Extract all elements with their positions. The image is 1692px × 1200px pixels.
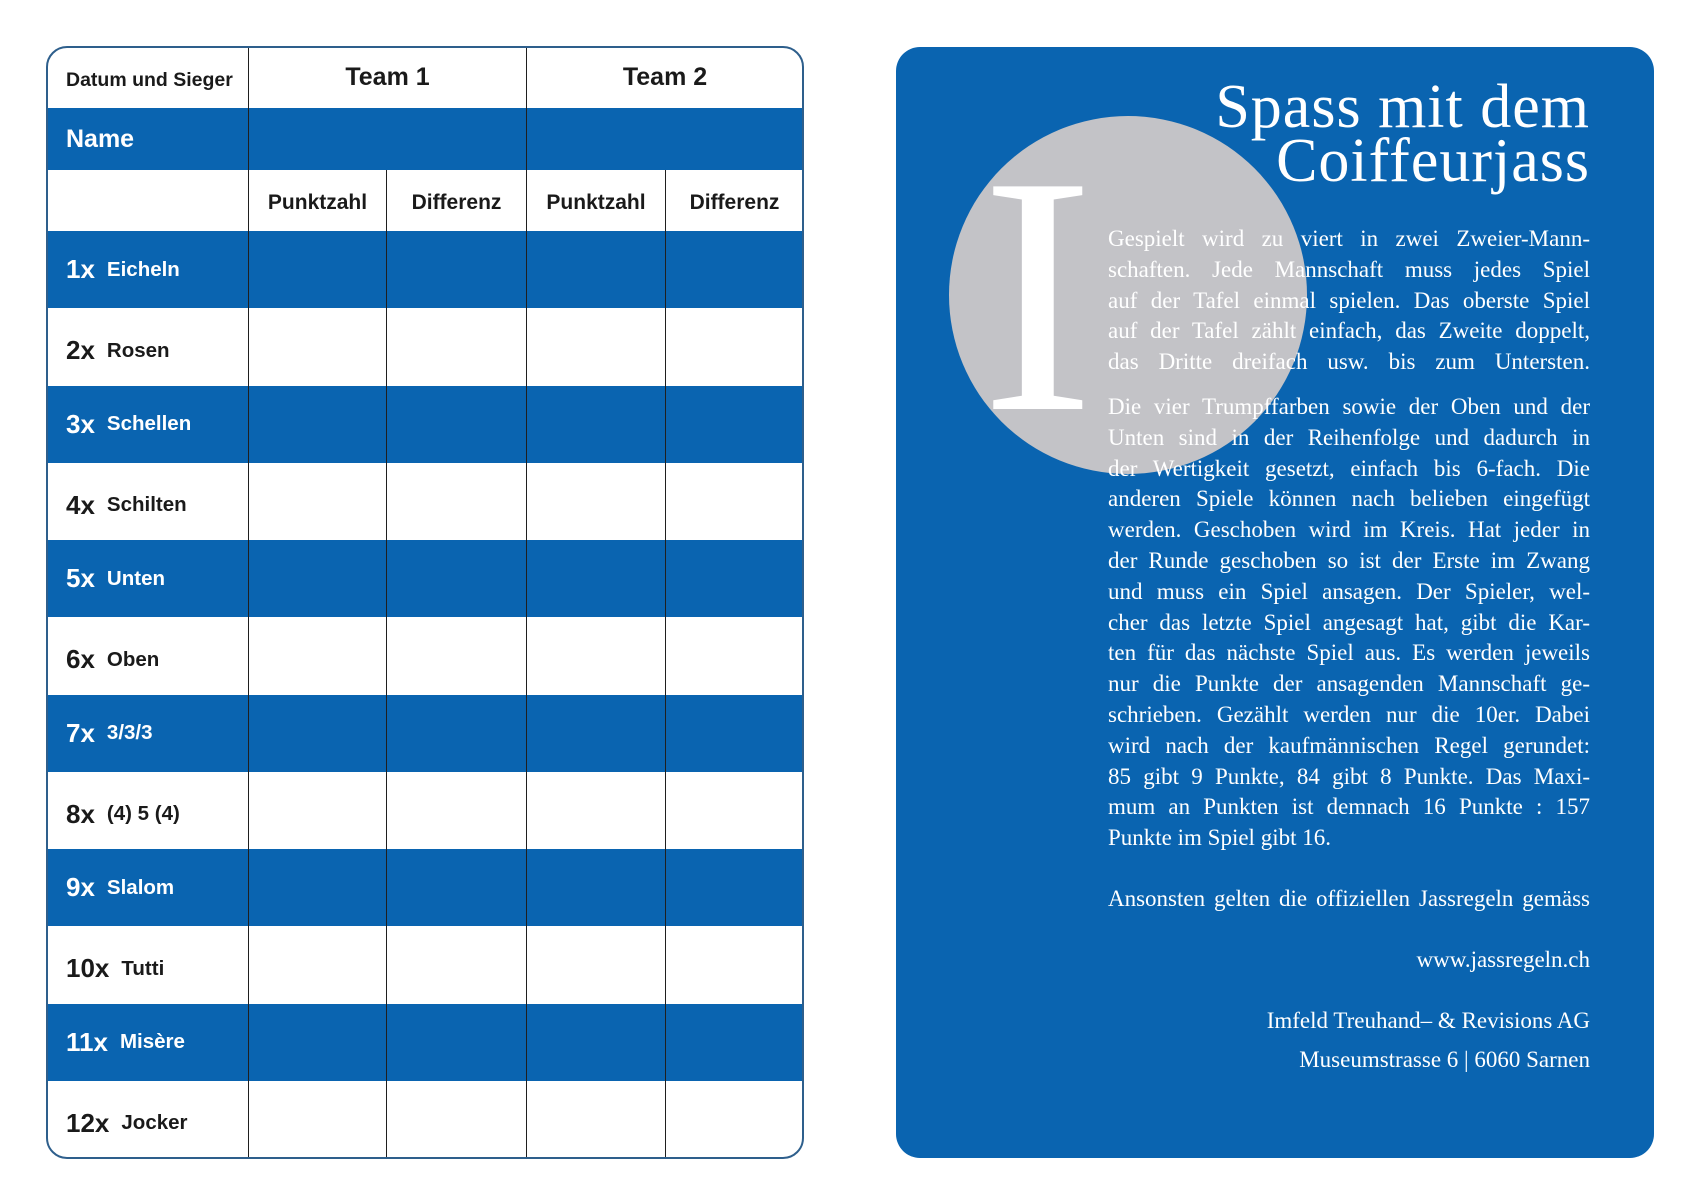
team1-differenz-cell xyxy=(386,926,526,1003)
website-link[interactable]: www.jassregeln.ch xyxy=(1416,947,1590,972)
subheader-row xyxy=(47,170,803,231)
round-game-name: Misère xyxy=(119,1030,185,1054)
team1-punktzahl-cell xyxy=(248,540,386,617)
round-multiplier: 11x xyxy=(66,1026,108,1057)
team1-differenz-cell xyxy=(386,695,526,772)
team2-punktzahl-header: Punktzahl xyxy=(526,170,665,231)
score-row-oben xyxy=(47,617,803,694)
round-game-name: Schilten xyxy=(106,493,187,517)
rules-title xyxy=(1215,73,1590,195)
team2-punktzahl-cell xyxy=(526,695,665,772)
team1-differenz-cell xyxy=(386,617,526,694)
rules-card xyxy=(896,47,1654,1158)
round-label xyxy=(47,231,248,308)
round-label xyxy=(47,308,248,385)
team2-punktzahl-cell xyxy=(526,849,665,926)
rules-text-line: anderen Spiele können nach belieben eingefügt xyxy=(1108,486,1590,512)
round-label xyxy=(47,772,248,849)
rules-text-line: nur die Punkte der ansagenden Mannschaft ge- xyxy=(1108,671,1590,697)
rules-text-line: ten für das nächste Spiel aus. Es werden jeweils xyxy=(1108,640,1590,666)
team2-differenz-cell xyxy=(665,386,803,463)
team2-differenz-cell xyxy=(665,849,803,926)
team1-punktzahl-cell xyxy=(248,772,386,849)
rules-text-line: schrieben. Gezählt werden nur die 10er. Dabei xyxy=(1108,701,1590,727)
team1-differenz-cell xyxy=(386,231,526,308)
team2-differenz-cell xyxy=(665,463,803,540)
rules-paragraph-2 xyxy=(1108,392,1590,854)
team1-differenz-cell xyxy=(386,849,526,926)
rules-website xyxy=(1108,945,1590,976)
round-label xyxy=(47,540,248,617)
rules-text-line: auf der Tafel zählt einfach, das Zweite doppelt, xyxy=(1108,318,1590,344)
team2-differenz-cell xyxy=(665,695,803,772)
round-game-name: Oben xyxy=(106,647,160,671)
round-multiplier: 12x xyxy=(66,1107,110,1138)
round-label xyxy=(47,386,248,463)
round-label xyxy=(47,1081,248,1158)
rules-text-line: und muss ein Spiel ansagen. Der Spieler, wel- xyxy=(1108,578,1590,604)
rules-text-line: 85 gibt 9 Punkte, 84 gibt 8 Punkte. Das Maxi- xyxy=(1108,763,1590,789)
team1-punktzahl-cell xyxy=(248,926,386,1003)
team2-differenz-cell xyxy=(665,308,803,385)
team2-differenz-header: Differenz xyxy=(665,170,803,231)
team1-punktzahl-cell xyxy=(248,308,386,385)
team2-punktzahl-cell xyxy=(526,540,665,617)
score-row-tutti xyxy=(47,926,803,1003)
closing-text: Ansonsten gelten die offiziellen Jassregeln gemäss xyxy=(1108,886,1590,911)
score-row-unten xyxy=(47,540,803,617)
rules-text-line: das Dritte dreifach usw. bis zum Untersten. xyxy=(1108,349,1590,375)
team1-differenz-cell xyxy=(386,772,526,849)
rules-text-line: Die vier Trumpffarben sowie der Oben und der xyxy=(1108,394,1590,419)
team2-punktzahl-cell xyxy=(526,1004,665,1081)
round-multiplier: 9x xyxy=(66,872,95,903)
round-game-name: Slalom xyxy=(106,875,175,899)
name-row xyxy=(47,108,803,170)
team1-punktzahl-cell xyxy=(248,617,386,694)
team1-differenz-cell xyxy=(386,386,526,463)
team2-punktzahl-cell xyxy=(526,772,665,849)
round-game-name: Eicheln xyxy=(106,257,180,281)
round-label xyxy=(47,617,248,694)
team1-differenz-cell xyxy=(386,1081,526,1158)
team1-punktzahl-cell xyxy=(248,1081,386,1158)
round-multiplier: 6x xyxy=(66,644,95,675)
round-game-name: (4) 5 (4) xyxy=(106,802,180,826)
round-multiplier: 8x xyxy=(66,798,95,829)
round-multiplier: 3x xyxy=(66,408,95,439)
team2-punktzahl-cell xyxy=(526,1081,665,1158)
round-multiplier: 1x xyxy=(66,254,95,285)
company-address-text: Museumstrasse 6 | 6060 Sarnen xyxy=(1299,1047,1590,1072)
team1-differenz-cell xyxy=(386,1004,526,1081)
score-row-schellen xyxy=(47,386,803,463)
header-row xyxy=(47,47,803,108)
score-row-slalom xyxy=(47,849,803,926)
team1-punktzahl-cell xyxy=(248,386,386,463)
round-multiplier: 10x xyxy=(66,953,110,984)
score-row-jocker xyxy=(47,1081,803,1158)
round-multiplier: 7x xyxy=(66,717,95,748)
rules-paragraph-1 xyxy=(1108,224,1590,378)
round-game-name: Rosen xyxy=(106,338,170,362)
round-label xyxy=(47,695,248,772)
team2-differenz-cell xyxy=(665,231,803,308)
team1-header: Team 1 xyxy=(248,47,526,108)
team2-differenz-cell xyxy=(665,926,803,1003)
team1-differenz-cell xyxy=(386,308,526,385)
initial-letter: I xyxy=(981,106,1095,483)
team2-differenz-cell xyxy=(665,772,803,849)
team2-punktzahl-cell xyxy=(526,617,665,694)
name-label: Name xyxy=(66,124,135,153)
round-game-name: Schellen xyxy=(106,412,192,436)
team2-differenz-cell xyxy=(665,617,803,694)
team1-punktzahl-header: Punktzahl xyxy=(248,170,386,231)
round-label xyxy=(47,926,248,1003)
team1-punktzahl-cell xyxy=(248,231,386,308)
team1-punktzahl-cell xyxy=(248,463,386,540)
team2-punktzahl-cell xyxy=(526,463,665,540)
round-label xyxy=(47,463,248,540)
round-label xyxy=(47,849,248,926)
team2-name-cell xyxy=(526,108,803,170)
rules-text-line: der Wertigkeit gesetzt, einfach bis 6-fach. Die xyxy=(1108,455,1590,481)
rules-title-line: Coiffeurjass xyxy=(1276,127,1590,195)
company-name-text: Imfeld Treuhand– & Revisions AG xyxy=(1266,1008,1590,1033)
rules-text-line: Punkte im Spiel gibt 16. xyxy=(1108,825,1331,851)
team1-differenz-cell xyxy=(386,540,526,617)
round-game-name: 3/3/3 xyxy=(106,721,153,745)
subheader-blank-cell xyxy=(47,170,248,231)
score-row-eicheln xyxy=(47,231,803,308)
round-multiplier: 2x xyxy=(66,335,95,366)
score-row-4-5-4 xyxy=(47,772,803,849)
rules-text-line: mum an Punkten ist demnach 16 Punkte : 157 xyxy=(1108,794,1590,820)
team2-punktzahl-cell xyxy=(526,386,665,463)
rules-text-line: schaften. Jede Mannschaft muss jedes Spiel xyxy=(1108,256,1590,282)
round-game-name: Unten xyxy=(106,566,165,590)
rules-text-line: werden. Geschoben wird im Kreis. Hat jeder in xyxy=(1108,517,1590,543)
rules-closing xyxy=(1108,884,1590,915)
team1-punktzahl-cell xyxy=(248,695,386,772)
team1-differenz-cell xyxy=(386,463,526,540)
round-label xyxy=(47,1004,248,1081)
round-multiplier: 4x xyxy=(66,489,95,520)
company-address xyxy=(1108,1045,1590,1076)
rules-text-line: cher das letzte Spiel angesagt hat, gibt die Kar- xyxy=(1108,609,1590,635)
score-row-schilten xyxy=(47,463,803,540)
team2-punktzahl-cell xyxy=(526,231,665,308)
date-winner-header: Datum und Sieger xyxy=(66,69,233,91)
score-row-3-3-3 xyxy=(47,695,803,772)
team2-differenz-cell xyxy=(665,1081,803,1158)
company-name xyxy=(1108,1006,1590,1037)
rules-text-line: Gespielt wird zu viert in zwei Zweier-Mann- xyxy=(1108,226,1590,251)
score-row-rosen xyxy=(47,308,803,385)
team2-differenz-cell xyxy=(665,540,803,617)
team2-punktzahl-cell xyxy=(526,926,665,1003)
rules-text-line: Unten sind in der Reihenfolge und dadurch in xyxy=(1108,424,1590,450)
team1-punktzahl-cell xyxy=(248,1004,386,1081)
team1-name-cell xyxy=(248,108,526,170)
team1-punktzahl-cell xyxy=(248,849,386,926)
rules-title-line: Spass mit dem xyxy=(1215,73,1590,141)
round-multiplier: 5x xyxy=(66,563,95,594)
score-row-misere xyxy=(47,1004,803,1081)
team1-differenz-header: Differenz xyxy=(386,170,526,231)
round-game-name: Jocker xyxy=(121,1111,188,1135)
rules-text-line: wird nach der kaufmännischen Regel gerundet: xyxy=(1108,732,1590,758)
round-game-name: Tutti xyxy=(121,956,165,980)
rules-text-line: der Runde geschoben so ist der Erste im Zwang xyxy=(1108,547,1590,573)
rules-text-line: auf der Tafel einmal spielen. Das oberste Spiel xyxy=(1108,287,1590,313)
team2-differenz-cell xyxy=(665,1004,803,1081)
scorecard-table xyxy=(47,47,803,1158)
team2-punktzahl-cell xyxy=(526,308,665,385)
team2-header: Team 2 xyxy=(526,47,803,108)
